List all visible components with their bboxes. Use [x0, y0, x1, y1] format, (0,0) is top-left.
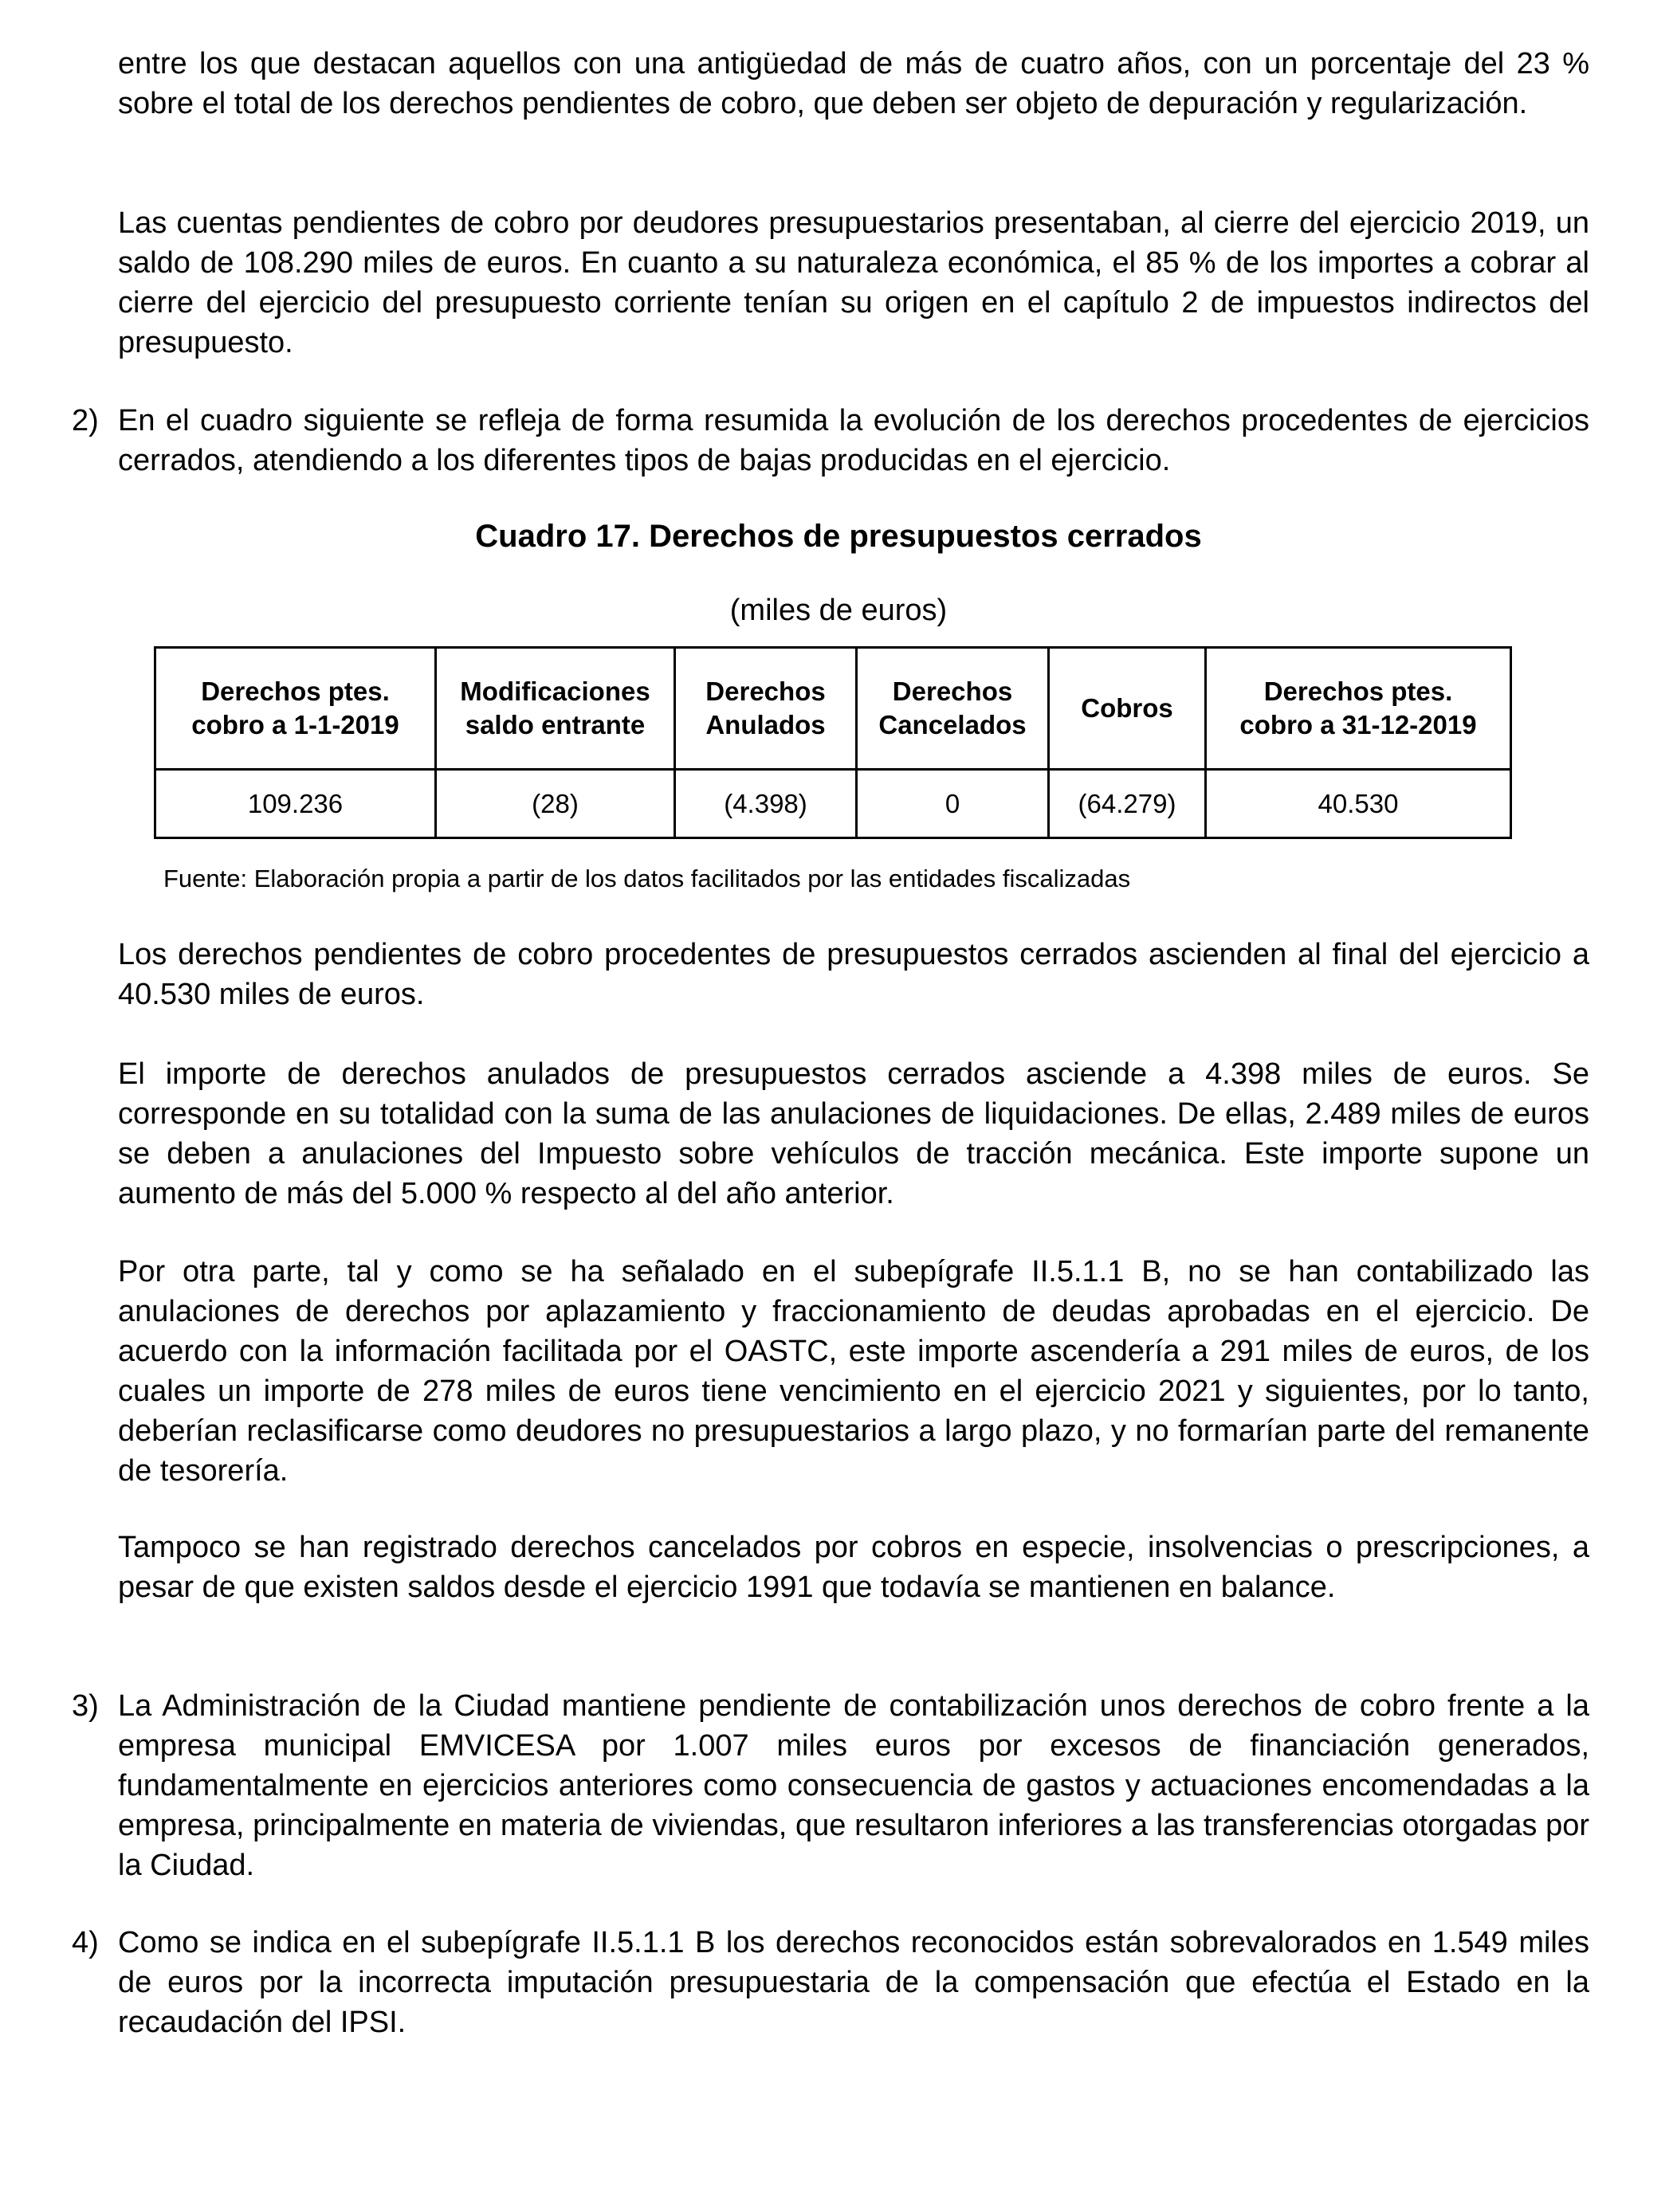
- table-units: (miles de euros): [729, 594, 948, 627]
- table-header-row: [155, 648, 1511, 770]
- cell-anulados: (4.398): [675, 770, 857, 838]
- cell-cobros: (64.279): [1049, 770, 1206, 838]
- header-modificaciones: Modificaciones saldo entrante: [436, 648, 675, 770]
- paragraph-derechos-pendientes: Los derechos pendientes de cobro procedentes de presupuestos cerrados ascienden al final del ejercicio a 40.530 miles de euros.: [118, 938, 1589, 1011]
- cell-derechos-final: 40.530: [1206, 770, 1511, 838]
- cell-cancelados: 0: [857, 770, 1049, 838]
- list-item-number-3: 3): [72, 1689, 99, 1723]
- cell-derechos-inicio: 109.236: [155, 770, 436, 838]
- paragraph-derechos-anulados: El importe de derechos anulados de presupuestos cerrados asciende a 4.398 miles de euros. Se corresponde en su totalidad con la suma de las anulaciones de liquidaciones. De ellas, 2.489 miles de euros se deben a anulaciones del Impuesto sobre vehículos de tracción mecánica. Este importe supone un aumento de más del 5.000 % respecto al del año anterior.: [118, 1057, 1589, 1210]
- list-item-text-2: En el cuadro siguiente se refleja de forma resumida la evolución de los derechos procedentes de ejercicios cerrados, atendiendo a los diferentes tipos de bajas producidas en el ejercicio.: [118, 404, 1589, 477]
- table-row: [155, 770, 1511, 838]
- paragraph-cancelados: Tampoco se han registrado derechos cancelados por cobros en especie, insolvencias o prescripciones, a pesar de que existen saldos desde el ejercicio 1991 que todavía se mantienen en balance.: [118, 1531, 1589, 1604]
- header-derechos-final: Derechos ptes. cobro a 31-12-2019: [1206, 648, 1511, 770]
- header-cobros: Cobros: [1049, 648, 1206, 770]
- list-item-text-4: Como se indica en el subepígrafe II.5.1.1 B los derechos reconocidos están sobrevalorados en 1.549 miles de euros por la incorrecta imputación presupuestaria de la compensación que efectúa el Estado en la recaudación del IPSI.: [118, 1926, 1589, 2039]
- list-item-number-2: 2): [72, 404, 99, 437]
- header-cancelados: Derechos Cancelados: [857, 648, 1049, 770]
- paragraph-aplazamiento: Por otra parte, tal y como se ha señalado en el subepígrafe II.5.1.1 B, no se han contabilizado las anulaciones de derechos por aplazamiento y fraccionamiento de deudas aprobadas en el ejercicio. De acuerdo con la información facilitada por el OASTC, este importe ascendería a 291 miles de euros, de los cuales un importe de 278 miles de euros tiene vencimiento en el ejercicio 2021 y siguientes, por lo tanto, deberían reclasificarse como deudores no presupuestarios a largo plazo, y no formarían parte del remanente de tesorería.: [118, 1255, 1589, 1488]
- table-source-note: Fuente: Elaboración propia a partir de los datos facilitados por las entidades fiscalizadas: [163, 865, 1131, 892]
- paragraph-cuentas-pendientes: Las cuentas pendientes de cobro por deudores presupuestarios presentaban, al cierre del ejercicio 2019, un saldo de 108.290 miles de euros. En cuanto a su naturaleza económica, el 85 % de los importes a cobrar al cierre del ejercicio del presupuesto corriente tenían su origen en el capítulo 2 de impuestos indirectos del presupuesto.: [118, 206, 1589, 359]
- list-item-number-4: 4): [72, 1926, 99, 1959]
- table-title: Cuadro 17. Derechos de presupuestos cerrados: [475, 519, 1202, 554]
- paragraph-depuracion: entre los que destacan aquellos con una antigüedad de más de cuatro años, con un porcentaje del 23 % sobre el total de los derechos pendientes de cobro, que deben ser objeto de depuración y regularización.: [118, 47, 1589, 120]
- header-anulados: Derechos Anulados: [675, 648, 857, 770]
- list-item-text-3: La Administración de la Ciudad mantiene pendiente de contabilización unos derechos de cobro frente a la empresa municipal EMVICESA por 1.007 miles euros por excesos de financiación generados, fundamentalmente en ejercicios anteriores como consecuencia de gastos y actuaciones encomendadas a la empresa, principalmente en materia de viviendas, que resultaron inferiores a las transferencias otorgadas por la Ciudad.: [118, 1689, 1589, 1882]
- header-derechos-inicio: Derechos ptes. cobro a 1-1-2019: [155, 648, 436, 770]
- derechos-table: [154, 646, 1512, 839]
- cell-modificaciones: (28): [436, 770, 675, 838]
